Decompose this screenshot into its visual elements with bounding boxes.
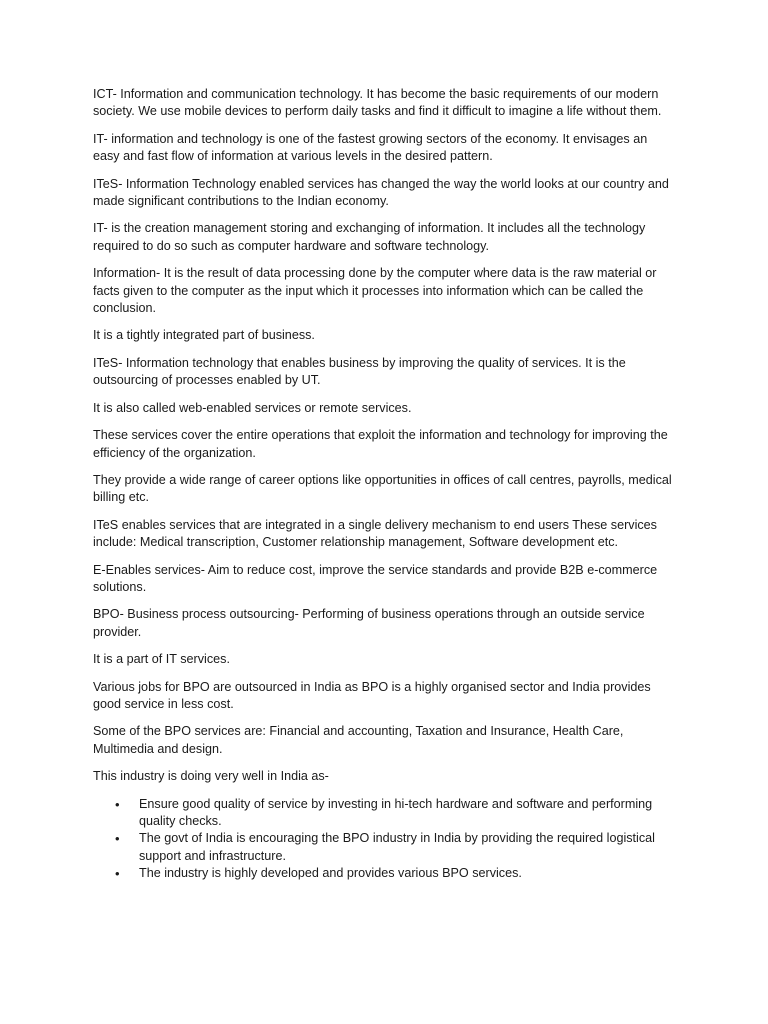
paragraph-industry-india: This industry is doing very well in India as- [93, 769, 329, 784]
bullet-text: The govt of India is encouraging the BPO industry in India by providing the required logistical support and infrastructure. [139, 831, 655, 863]
bullet-icon: • [115, 796, 120, 812]
paragraph-e-enabled: E-Enables services- Aim to reduce cost, improve the service standards and provide B2B e-commerce solutions. [93, 562, 658, 594]
bullet-icon: • [115, 866, 120, 882]
bullet-item [115, 865, 672, 882]
paragraph-web-enabled: It is also called web-enabled services or remote services. [93, 400, 412, 415]
bullet-list [93, 796, 672, 883]
paragraph-ites-impact: ITeS- Information Technology enabled services has changed the way the world looks at our country and made significant contributions to the Indian economy. [93, 176, 669, 209]
bullet-text: Ensure good quality of service by investing in hi-tech hardware and software and performing quality checks. [139, 796, 653, 828]
paragraph-it-creation: IT- is the creation management storing and exchanging of information. It includes all the technology required to do so such as computer hardware and software technology. [93, 221, 646, 253]
bullet-text: The industry is highly developed and provides various BPO services. [139, 866, 522, 881]
paragraph-ict: ICT- Information and communication technology. It has become the basic requirements of our modern society. We use mobile devices to perform daily tasks and find it difficult to imagine a life without them. [93, 87, 662, 119]
paragraph-it-services-part: It is a part of IT services. [93, 652, 230, 667]
bullet-item [115, 830, 672, 865]
paragraph-it-definition: IT- information and technology is one of the fastest growing sectors of the economy. It envisages an easy and fast flow of information at various levels in the desired pattern. [93, 131, 648, 164]
paragraph-ites-services: ITeS enables services that are integrated in a single delivery mechanism to end users These services include: Medical transcription, Customer relationship management, Software development etc. [93, 517, 657, 550]
paragraph-bpo-services: Some of the BPO services are: Financial and accounting, Taxation and Insurance, Health Care, Multimedia and design. [93, 724, 624, 756]
paragraph-operations: These services cover the entire operations that exploit the information and technology for improving the efficiency of the organization. [93, 428, 668, 460]
paragraph-ites-business: ITeS- Information technology that enables business by improving the quality of services. It is the outsourcing of processes enabled by UT. [93, 355, 626, 388]
bullet-icon: • [115, 831, 120, 847]
bullet-item [115, 796, 672, 831]
paragraph-integrated-business: It is a tightly integrated part of business. [93, 328, 315, 343]
paragraph-bpo-jobs: Various jobs for BPO are outsourced in India as BPO is a highly organised sector and India provides good service in less cost. [93, 679, 651, 711]
paragraph-career-options: They provide a wide range of career options like opportunities in offices of call centres, payrolls, medical billing etc. [93, 472, 672, 505]
paragraph-information: Information- It is the result of data processing done by the computer where data is the raw material or facts given to the computer as the input which it processes into information which can be called the conclusion. [93, 266, 657, 316]
paragraph-bpo: BPO- Business process outsourcing- Performing of business operations through an outside service provider. [93, 607, 645, 639]
